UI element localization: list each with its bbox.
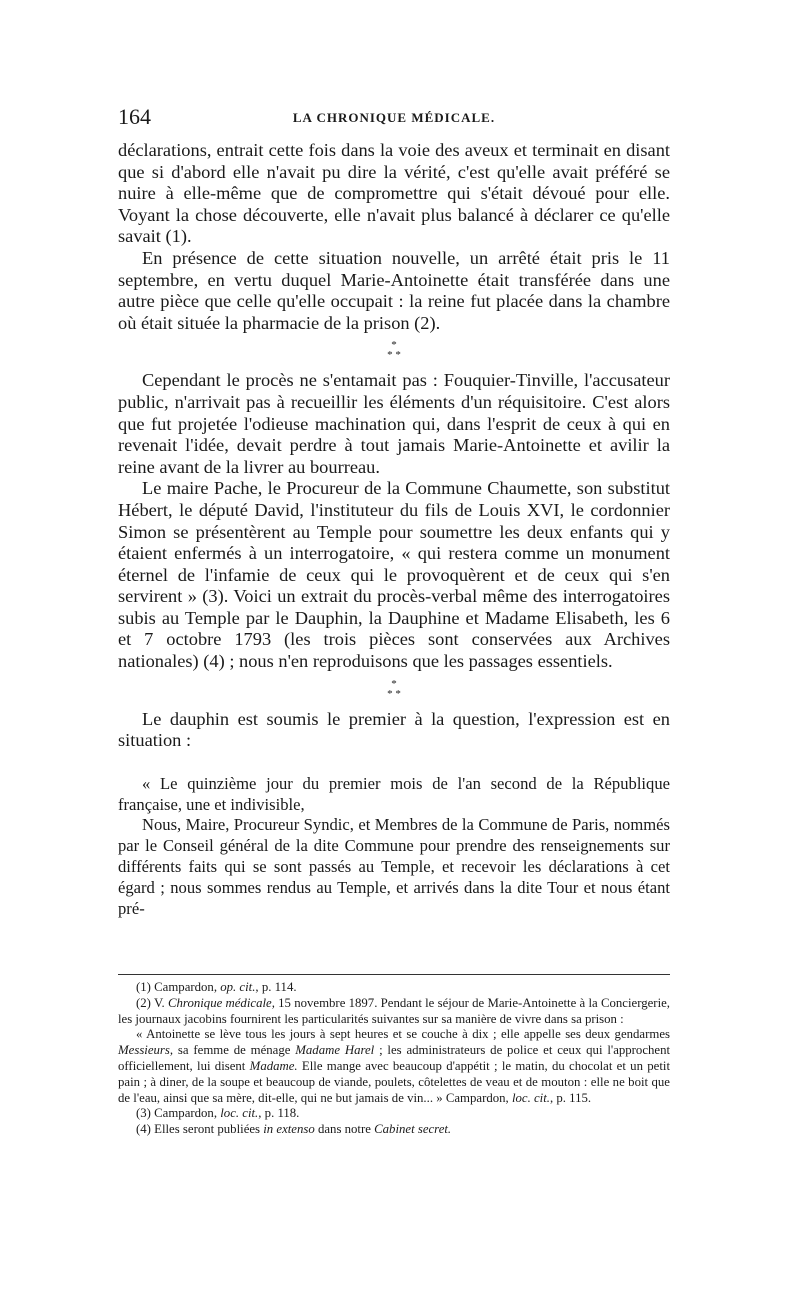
quote-paragraph-2: Nous, Maire, Procureur Syndic, et Membres de la Commune de Paris, nommés par le Conseil général de la dite Commune pour prendre des renseignements sur différents faits qui se sont passés au Temple, et recevoir les déclarations à cet égard ; nous sommes rendus au Temple, et arrivés dans la dite Tour et nous étant pré- (118, 815, 670, 918)
quoted-record (118, 774, 670, 920)
asterism-top: * (391, 677, 397, 690)
page-number: 164 (118, 104, 151, 129)
footnote-2: (2) V. Chronique médicale, 15 novembre 1897. Pendant le séjour de Marie-Antoinette à la Conciergerie, les journaux jacobins fournirent les particularités suivantes sur sa manière de vivre dans sa prison : (118, 995, 671, 1026)
footnote-1: (1) Campardon, op. cit., p. 114. (136, 980, 297, 994)
asterism-divider-1 (118, 340, 670, 360)
asterism-top: * (391, 339, 397, 352)
paragraph-3: Cependant le procès ne s'entamait pas : Fouquier-Tinville, l'accusateur public, n'arrivait pas à recueillir les éléments d'un réquisitoire. C'est alors que fut projetée l'odieuse machination qui, dans l'esprit de ceux à qui en revenait l'idée, devait perdre à tout jamais Marie-Antoinette et avilir la reine avant de la livrer au bourreau. (118, 370, 670, 477)
footnote-rule (118, 974, 670, 975)
page-header (118, 104, 670, 134)
footnote-2-quote: « Antoinette se lève tous les jours à sept heures et se couche à dix ; elle appelle ses deux gendarmes Messieurs, sa femme de ménage Madame Harel ; les administrateurs de police et ceux qui l'approchent officiellement, lui disent Madame. Elle mange avec beaucoup d'appétit ; le matin, du chocolat et un petit pain ; à diner, de la soupe et beaucoup de viande, poulets, côtelettes de veau et de mouton : elle ne boit que de l'eau, ainsi que sa mère, dit-elle, qui ne but jamais de vin... » Campardon, loc. cit., p. 115. (118, 1027, 671, 1105)
footnote-1-number: (1) (136, 980, 151, 994)
footnote-3-number: (3) (136, 1106, 151, 1121)
running-title: LA CHRONIQUE MÉDICALE. (292, 110, 496, 125)
paragraph-2: En présence de cette situation nouvelle, un arrêté était pris le 11 septembre, en vertu duquel Marie-Antoinette était transférée dans une autre pièce que celle qu'elle occupait : la reine fut placée dans la chambre où était située la pharmacie de la prison (2). (118, 247, 670, 333)
asterism-bottom: * * (387, 687, 401, 700)
footnotes (118, 980, 670, 1138)
footnote-4-number: (4) (136, 1122, 151, 1137)
paragraph-5: Le dauphin est soumis le premier à la question, l'expression est en situation : (118, 708, 670, 751)
paragraph-1: déclarations, entrait cette fois dans la voie des aveux et terminait en disant que si d'abord elle n'avait pu dire la vérité, c'est qu'elle avait préféré se nuire à elle-même que de compromettre qui s'était dévoué pour elle. Voyant la chose découverte, elle n'avait plus balancé à déclarer ce qu'elle savait (1). (118, 140, 670, 247)
asterism-divider-2 (118, 679, 670, 699)
footnote-4: (4) Elles seront publiées in extenso dans notre Cabinet secret. (136, 1122, 452, 1137)
main-text (118, 140, 670, 919)
footnote-2-number: (2) (136, 995, 151, 1010)
footnote-3: (3) Campardon, loc. cit., p. 118. (136, 1106, 300, 1121)
asterism-bottom: * * (387, 349, 401, 362)
paragraph-4: Le maire Pache, le Procureur de la Commune Chaumette, son substitut Hébert, le député David, l'instituteur du fils de Louis XVI, le cordonnier Simon se présentèrent au Temple pour soumettre les deux enfants qui y étaient enfermés à un interrogatoire, « qui restera comme un monument éternel de l'infamie de ceux qui le provoquèrent et de ceux qui s'en servirent » (3). Voici un extrait du procès-verbal même des interrogatoires subis au Temple par le Dauphin, la Dauphine et Madame Elisabeth, les 6 et 7 octobre 1793 (les trois pièces sont conservées aux Archives nationales) (4) ; nous n'en reproduisons que les passages essentiels. (118, 478, 670, 672)
quote-paragraph-1: « Le quinzième jour du premier mois de l'an second de la République française, une et indivisible, (118, 773, 670, 814)
